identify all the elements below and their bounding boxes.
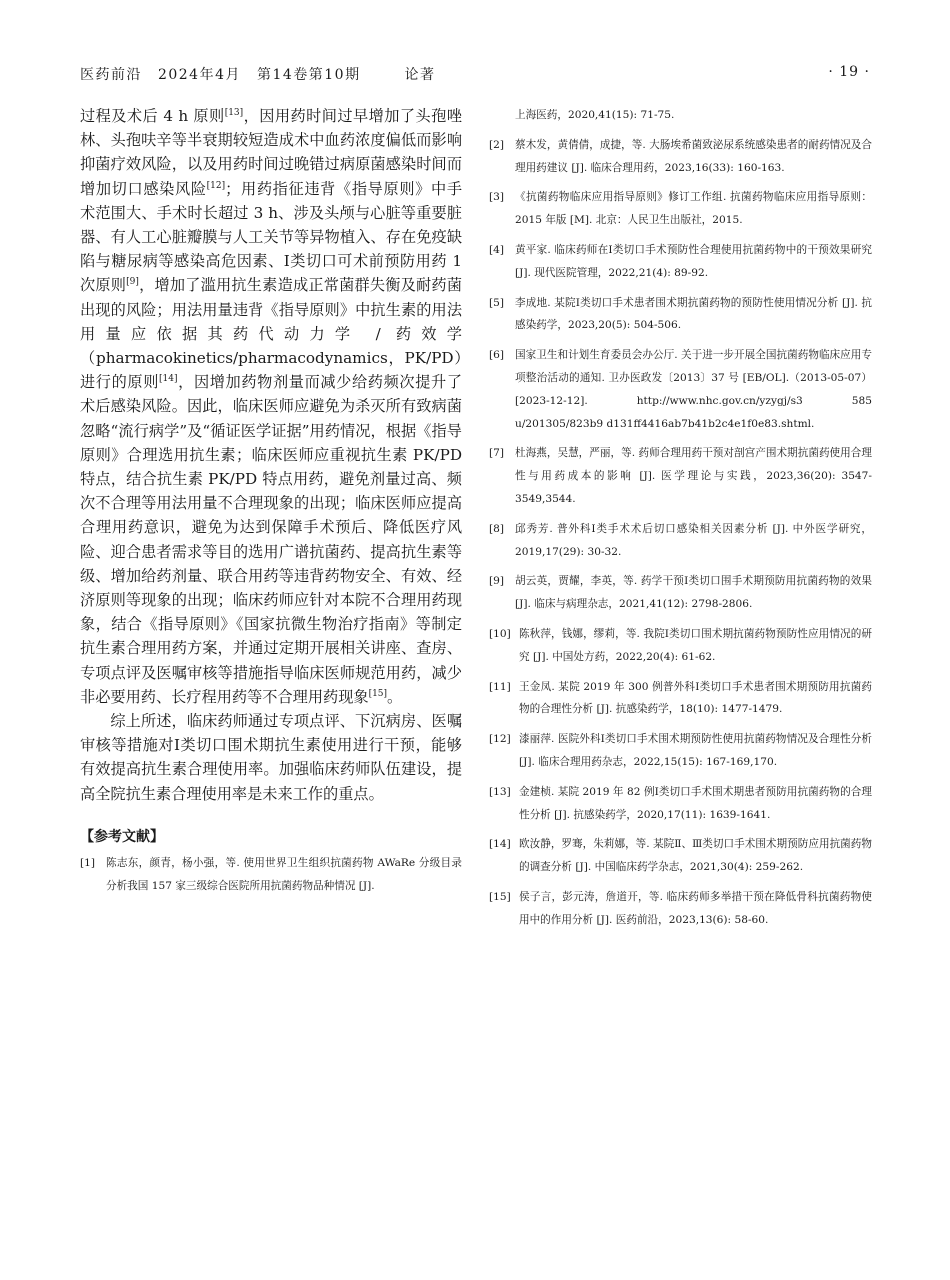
reference-item-3: [489, 186, 872, 232]
reference-number: [12]: [489, 733, 511, 746]
reference-item-4: [489, 239, 872, 285]
reference-number: [10]: [489, 627, 511, 640]
reference-text: 国家卫生和计划生育委员会办公厅. 关于进一步开展全国抗菌药物临床应用专项整治活动的通知. 卫办医政发〔2013〕37 号 [EB/OL].（2013-05-07）[2023-12-12]. http://www.nhc.gov.cn/yzygj/s3 585 u/201305/823b9 d131ff4416ab7b41b2c4e1f0e83.shtml.: [515, 349, 872, 430]
reference-number: [3]: [489, 191, 505, 204]
volume-issue: 第14卷第10期: [256, 67, 361, 83]
reference-number: [15]: [489, 890, 511, 903]
reference-text: 黄平家. 临床药师在Ⅰ类切口手术预防性合理使用抗菌药物中的干预效果研究 [J]. 现代医院管理，2022,21(4): 89-92.: [515, 243, 872, 279]
body-text-2: 综上所述，临床药师通过专项点评、下沉病房、医嘱审核等措施对Ⅰ类切口围术期抗生素使用进行干预，能够有效提高抗生素合理使用率。加强临床药师队伍建设，提高全院抗生素合理使用率是未来工作的重点。: [80, 712, 462, 803]
reference-number: [6]: [489, 349, 505, 362]
reference-item-5: [489, 292, 872, 338]
journal-name: 医药前沿: [80, 67, 142, 83]
reference-item-6: [489, 344, 872, 435]
section-label: 论著: [404, 67, 436, 83]
reference-item-2: [489, 134, 872, 180]
reference-number: [14]: [489, 838, 511, 851]
reference-number: [13]: [489, 785, 511, 798]
reference-item-13: [489, 781, 872, 827]
body-paragraph-2: [80, 709, 462, 806]
reference-number: [11]: [489, 680, 511, 693]
reference-item-1-continued: 上海医药，2020,41(15): 71-75.: [515, 109, 675, 121]
reference-number: [7]: [489, 447, 505, 460]
reference-number: [1]: [80, 856, 96, 869]
reference-item-10: [489, 623, 872, 669]
body-text-1: 过程及术后 4 h 原则[13]，因用药时间过早增加了头孢唑林、头孢呋辛等半衰期较短造成术中血药浓度偏低而影响抑菌疗效风险，以及用药时间过晚错过病原菌感染时间而增加切口感染风险[12]；用药指征违背《指导原则》中手术范围大、手术时长超过 3 h、涉及头颅与心脏等重要脏器、有人工心脏瓣膜与人工关节等异物植入、存在免疫缺陷与糖尿病等感染高危因素、Ⅰ类切口可术前预防用药 1 次原则[9]，增加了滥用抗生素造成正常菌群失衡及耐药菌出现的风险；用法用量违背《指导原则》中抗生素的用法用量应依据其药代动力学 / 药效学（pharmacokinetics/pharmacodynamics，PK/PD）进行的原则[14]，因增加药物剂量而减少给药频次提升了术后感染风险。因此，临床医师应避免为杀灭所有致病菌忽略“流行病学”及“循证医学证据”用药情况，根据《指导原则》合理选用抗生素；临床医师应重视抗生素 PK/PD 特点，结合抗生素 PK/PD 特点用药，避免剂量过高、频次不合理等用法用量不合理现象的出现；临床医师应提高合理用药意识，避免为达到保障手术预后、降低医疗风险、迎合患者需求等目的选用广谱抗菌药、提高抗生素等级、增加给药剂量、联合用药等违背药物安全、有效、经济原则等现象的出现；临床药师应针对本院不合理用药现象，结合《指导原则》《国家抗微生物治疗指南》等制定抗生素合理用药方案，并通过定期开展相关讲座、查房、专项点评及医嘱审核等措施指导临床医师规范用药，减少非必要用药、长疗程用药等不合理用药现象[15]。: [80, 107, 463, 706]
reference-item-11: [489, 676, 872, 722]
reference-text: 蔡木发，黄倩倩，成捷，等. 大肠埃希菌致泌尿系统感染患者的耐药情况及合理用药建议 [J]. 临床合理用药，2023,16(33): 160-163.: [515, 138, 872, 174]
reference-text: 漆丽萍. 医院外科Ⅰ类切口手术围术期预防性使用抗菌药物情况及合理性分析 [J]. 临床合理用药杂志，2022,15(15): 167-169,170.: [519, 733, 872, 768]
page-number: · 19 ·: [828, 64, 870, 80]
reference-number: [2]: [489, 138, 505, 151]
reference-item-1: [80, 852, 462, 898]
journal-info: [80, 64, 446, 84]
reference-item-8: [489, 518, 872, 564]
reference-number: [5]: [489, 296, 505, 309]
reference-text: 陈志东，颜青，杨小强，等. 使用世界卫生组织抗菌药物 AWaRe 分级目录分析我国 157 家三级综合医院所用抗菌药物品种情况 [J].: [106, 856, 462, 892]
reference-item-14: [489, 833, 872, 879]
reference-item-15: [489, 886, 872, 932]
reference-text: 欧汝静，罗骞，朱莉娜，等. 某院Ⅱ、Ⅲ类切口手术围术期预防应用抗菌药物的调查分析 [J]. 中国临床药学杂志，2021,30(4): 259-262.: [519, 838, 872, 874]
reference-text: 王金凤. 某院 2019 年 300 例普外科Ⅰ类切口手术患者围术期预防用抗菌药物的合理性分析 [J]. 抗感染药学，18(10): 1477-1479.: [519, 680, 872, 716]
right-column: [489, 104, 872, 939]
reference-item-7: [489, 442, 872, 510]
reference-list: [489, 134, 872, 932]
page-header: [80, 64, 870, 84]
reference-text: 胡云英，贾耀，李英，等. 药学干预Ⅰ类切口围手术期预防用抗菌药物的效果 [J]. 临床与病理杂志，2021,41(12): 2798-2806.: [515, 575, 872, 611]
reference-item-12: [489, 728, 872, 774]
reference-text: 杜海燕，吴慧，严丽，等. 药师合理用药干预对剖宫产围术期抗菌药使用合理性与用药成本的影响 [J]. 医学理论与实践，2023,36(20): 3547-3549,3544.: [515, 447, 872, 505]
reference-text: 李成地. 某院Ⅰ类切口手术患者围术期抗菌药物的预防性使用情况分析 [J]. 抗感染药学，2023,20(5): 504-506.: [515, 296, 872, 332]
issue-date: 2024年4月: [157, 67, 241, 83]
reference-text: 邱秀芳. 普外科Ⅰ类手术术后切口感染相关因素分析 [J]. 中外医学研究，2019,17(29): 30-32.: [515, 522, 872, 558]
references-heading: 【参考文献】: [80, 828, 164, 845]
reference-number: [4]: [489, 243, 505, 256]
reference-number: [9]: [489, 575, 505, 588]
reference-item-9: [489, 570, 872, 616]
reference-text: 侯子言，彭元涛，詹道开，等. 临床药师多举措干预在降低骨科抗菌药物使用中的作用分析 [J]. 医药前沿，2023,13(6): 58-60.: [519, 890, 872, 926]
reference-number: [8]: [489, 522, 505, 535]
reference-text: 金建桢. 某院 2019 年 82 例Ⅰ类切口手术围术期患者预防用抗菌药物的合理性分析 [J]. 抗感染药学，2020,17(11): 1639-1641.: [519, 785, 872, 821]
reference-text: 陈秋萍，钱娜，缪莉，等. 我院Ⅰ类切口围术期抗菌药物预防性应用情况的研究 [J]. 中国处方药，2022,20(4): 61-62.: [519, 627, 872, 663]
body-paragraph-1: [80, 104, 462, 709]
reference-text: 《抗菌药物临床应用指导原则》修订工作组. 抗菌药物临床应用指导原则：2015 年版 [M]. 北京：人民卫生出版社，2015.: [515, 191, 872, 227]
left-column: [80, 104, 462, 897]
